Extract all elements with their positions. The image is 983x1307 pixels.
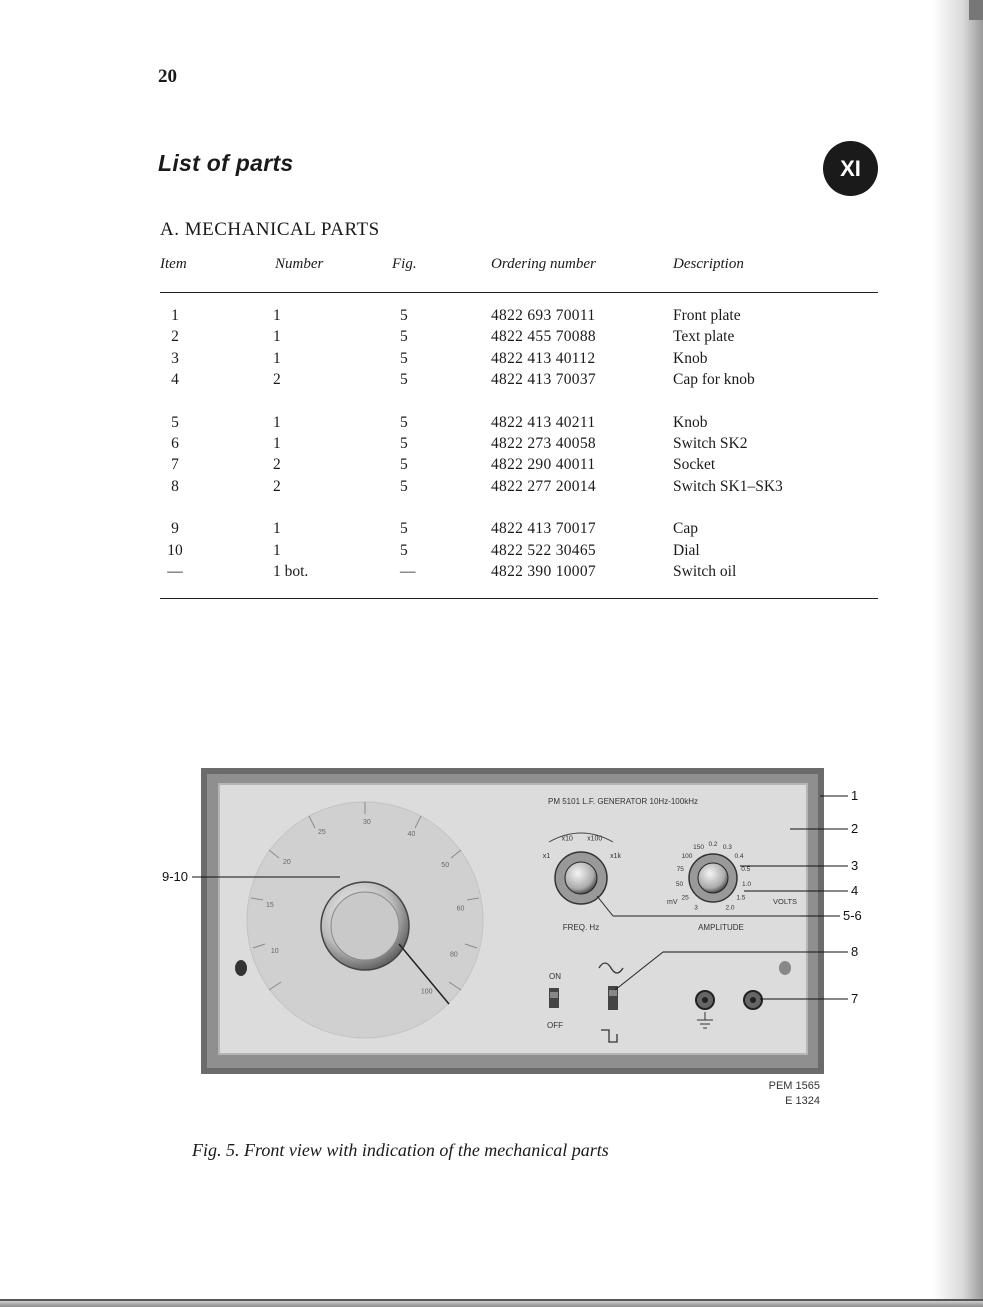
cell-item: 5 <box>171 413 179 431</box>
amp-scale-label: 0.3 <box>722 844 732 852</box>
cell-ordering: 4822 413 40211 <box>491 413 596 431</box>
cell-fig: 5 <box>400 520 408 538</box>
dial-scale-label: 50 <box>441 862 450 870</box>
callout-2: 2 <box>851 821 859 836</box>
volts-label: VOLTS <box>773 897 798 906</box>
cell-description: Cap <box>673 520 698 538</box>
amp-scale-label: 2.0 <box>725 904 735 912</box>
amp-scale-label: 1.0 <box>741 880 752 888</box>
mv-label: mV <box>667 899 678 906</box>
on-label: ON <box>549 972 561 981</box>
cell-number: 2 <box>273 456 281 474</box>
amp-scale-label: 50 <box>675 880 684 888</box>
cell-ordering: 4822 455 70088 <box>491 328 596 346</box>
cell-item: 10 <box>167 541 183 559</box>
cell-description: Switch SK1–SK3 <box>673 477 783 495</box>
cell-fig: 5 <box>400 435 408 452</box>
cell-number: 2 <box>273 477 281 495</box>
chapter-badge: XI <box>823 141 878 196</box>
amp-scale-label: 25 <box>681 894 689 902</box>
header-description: Description <box>673 256 744 272</box>
cell-fig: 5 <box>400 413 408 431</box>
cell-fig: 5 <box>400 371 408 389</box>
callout-4: 4 <box>851 883 859 898</box>
cell-ordering: 4822 413 70017 <box>491 520 596 538</box>
figure-caption: Fig. 5. Front view with indication of the mechanical parts <box>192 1140 609 1160</box>
cell-item: 3 <box>171 349 179 367</box>
cell-description: Cap for knob <box>673 371 755 389</box>
amplitude-label: AMPLITUDE <box>698 923 744 932</box>
header-item: Item <box>160 256 187 272</box>
cell-fig: — <box>400 563 416 580</box>
cell-number: 1 <box>273 435 281 452</box>
callout-3: 3 <box>851 858 859 873</box>
cell-description: Text plate <box>673 328 735 346</box>
cell-description: Switch oil <box>673 563 737 580</box>
cell-number: 1 bot. <box>273 563 309 580</box>
cell-fig: 5 <box>400 541 408 559</box>
dial-scale-label: 30 <box>363 819 371 826</box>
page-number: 20 <box>158 66 177 87</box>
cell-ordering: 4822 273 40058 <box>491 435 596 452</box>
dial-scale-label: 10 <box>270 947 279 955</box>
cell-item: 6 <box>171 435 179 452</box>
cell-number: 1 <box>273 541 281 559</box>
ref-code-1: PEM 1565 <box>768 1080 820 1092</box>
dial-scale-label: 15 <box>266 902 274 909</box>
off-label: OFF <box>547 1021 563 1030</box>
dial-scale-label: 40 <box>407 830 416 838</box>
section-title: List of parts <box>158 150 294 176</box>
cell-ordering: 4822 277 20014 <box>491 477 596 495</box>
cell-ordering: 4822 413 70037 <box>491 371 596 389</box>
callout-7: 7 <box>851 991 859 1006</box>
amp-scale-label: 0.4 <box>734 853 744 861</box>
cell-fig: 5 <box>400 349 408 367</box>
panel-title: PM 5101 L.F. GENERATOR 10Hz-100kHz <box>548 797 698 806</box>
cell-item: 8 <box>171 477 179 495</box>
cell-number: 1 <box>273 413 281 431</box>
header-ordering: Ordering number <box>491 256 596 272</box>
cell-item: 9 <box>171 520 179 538</box>
cell-description: Knob <box>673 413 708 431</box>
sub-heading: A. MECHANICAL PARTS <box>160 219 380 240</box>
cell-ordering: 4822 693 70011 <box>491 307 596 324</box>
cell-fig: 5 <box>400 477 408 495</box>
dial-scale-label: 100 <box>420 988 433 996</box>
cell-number: 1 <box>273 328 281 346</box>
cell-number: 1 <box>273 520 281 538</box>
cell-fig: 5 <box>400 456 408 474</box>
amp-scale-label: 100 <box>681 853 693 861</box>
cell-fig: 5 <box>400 307 408 324</box>
cell-item: — <box>167 563 183 580</box>
dial-scale-label: 25 <box>318 829 326 837</box>
range-label: x10 <box>561 835 573 843</box>
callout-9-10: 9-10 <box>162 869 189 884</box>
cell-fig: 5 <box>400 328 408 346</box>
cell-ordering: 4822 413 40112 <box>491 349 596 367</box>
cell-ordering: 4822 290 40011 <box>491 456 596 474</box>
cell-description: Switch SK2 <box>673 435 748 452</box>
dial-scale-label: 20 <box>283 859 291 867</box>
freq-label: FREQ. Hz <box>562 923 600 932</box>
header-fig: Fig. <box>392 256 417 272</box>
ref-code-2: E 1324 <box>785 1095 820 1107</box>
cell-number: 2 <box>273 371 281 389</box>
range-label: x1k <box>610 853 622 860</box>
amp-scale-label: 0.5 <box>741 866 751 874</box>
cell-ordering: 4822 390 10007 <box>491 563 596 580</box>
cell-number: 1 <box>273 349 281 367</box>
amp-scale-label: 1.5 <box>736 894 746 902</box>
callout-1: 1 <box>851 788 859 803</box>
callout-5-6: 5-6 <box>843 908 862 923</box>
cell-item: 1 <box>171 307 179 324</box>
cell-item: 2 <box>171 328 179 346</box>
callout-8: 8 <box>851 944 859 959</box>
amp-scale-label: 3 <box>694 904 698 912</box>
dial-scale-label: 80 <box>450 951 458 959</box>
header-number: Number <box>275 256 324 272</box>
cell-description: Dial <box>673 541 700 559</box>
cell-number: 1 <box>273 307 281 324</box>
cell-description: Socket <box>673 456 716 474</box>
cell-description: Knob <box>673 349 708 367</box>
cell-description: Front plate <box>673 307 741 324</box>
amp-scale-label: 150 <box>693 844 705 852</box>
cell-item: 4 <box>171 371 179 389</box>
amp-scale-label: 75 <box>676 866 684 874</box>
dial-scale-label: 60 <box>456 905 465 913</box>
cell-item: 7 <box>171 456 179 474</box>
cell-ordering: 4822 522 30465 <box>491 541 596 559</box>
range-label: x100 <box>587 835 603 843</box>
range-label: x1 <box>542 853 551 860</box>
amp-scale-label: 0.2 <box>708 841 718 848</box>
